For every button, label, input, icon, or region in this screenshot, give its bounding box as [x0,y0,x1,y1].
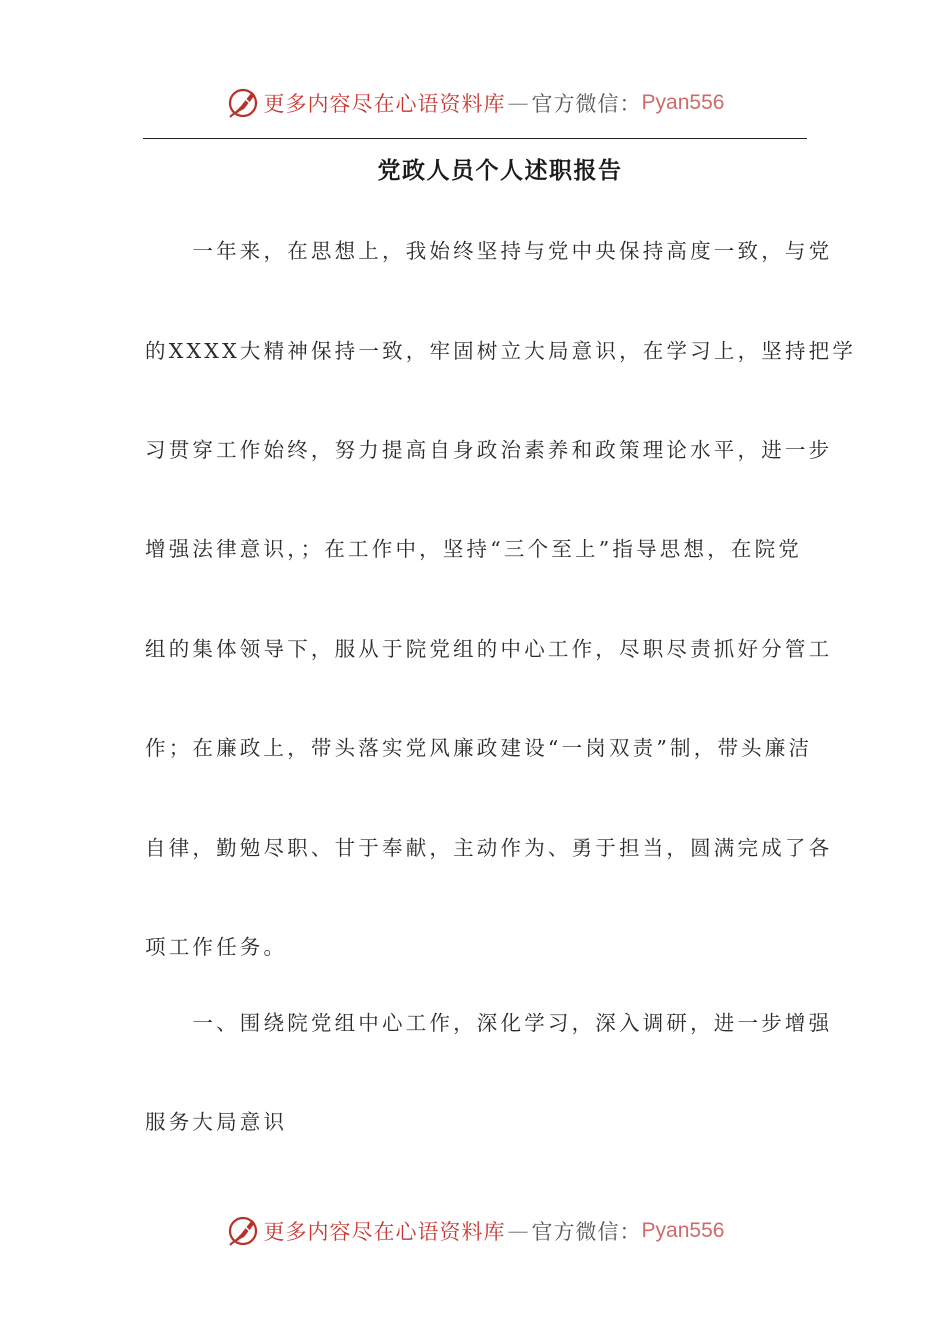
paragraph-line: 增强法律意识，；在工作中，坚持“三个至上”指导思想，在院党 [145,537,803,561]
watermark-label: 官方微信： [531,92,642,116]
paragraph-line: 作；在廉政上，带头落实党风廉政建设“一岗双责”制，带头廉洁 [145,736,813,760]
watermark-dash: — [507,91,530,115]
header-watermark [0,78,950,128]
paragraph-line: 一年来，在思想上，我始终坚持与党中央保持高度一致，与党 [145,239,833,263]
watermark-wechat-id: Pyan556 [641,1219,725,1242]
watermark-label: 官方微信： [531,1220,642,1244]
paragraph-line: 自律，勤勉尽职、甘于奉献，主动作为、勇于担当，圆满完成了各 [145,836,833,860]
watermark-dash: — [507,1219,530,1243]
paragraph-line: 组的集体领导下，服从于院党组的中心工作，尽职尽责抓好分管工 [145,637,833,661]
watermark-wechat-id: Pyan556 [641,91,725,114]
pen-logo-icon [226,1214,260,1248]
header-divider [143,138,807,139]
section-heading-line: 服务大局意识 [145,1110,288,1134]
watermark-brand-text: 更多内容尽在心语资料库 [263,92,506,116]
watermark-brand-text: 更多内容尽在心语资料库 [263,1220,506,1244]
pen-logo-icon [226,86,260,120]
footer-watermark [0,1206,950,1256]
section-heading-line: 一、围绕院党组中心工作，深化学习，深入调研，进一步增强 [145,1011,833,1035]
paragraph-line: 项工作任务。 [145,935,288,959]
paragraph-line: 的XXXX大精神保持一致，牢固树立大局意识，在学习上，坚持把学 [145,339,857,363]
paragraph-line: 习贯穿工作始终，努力提高自身政治素养和政策理论水平，进一步 [145,438,833,462]
page-title: 党政人员个人述职报告 [377,157,623,184]
